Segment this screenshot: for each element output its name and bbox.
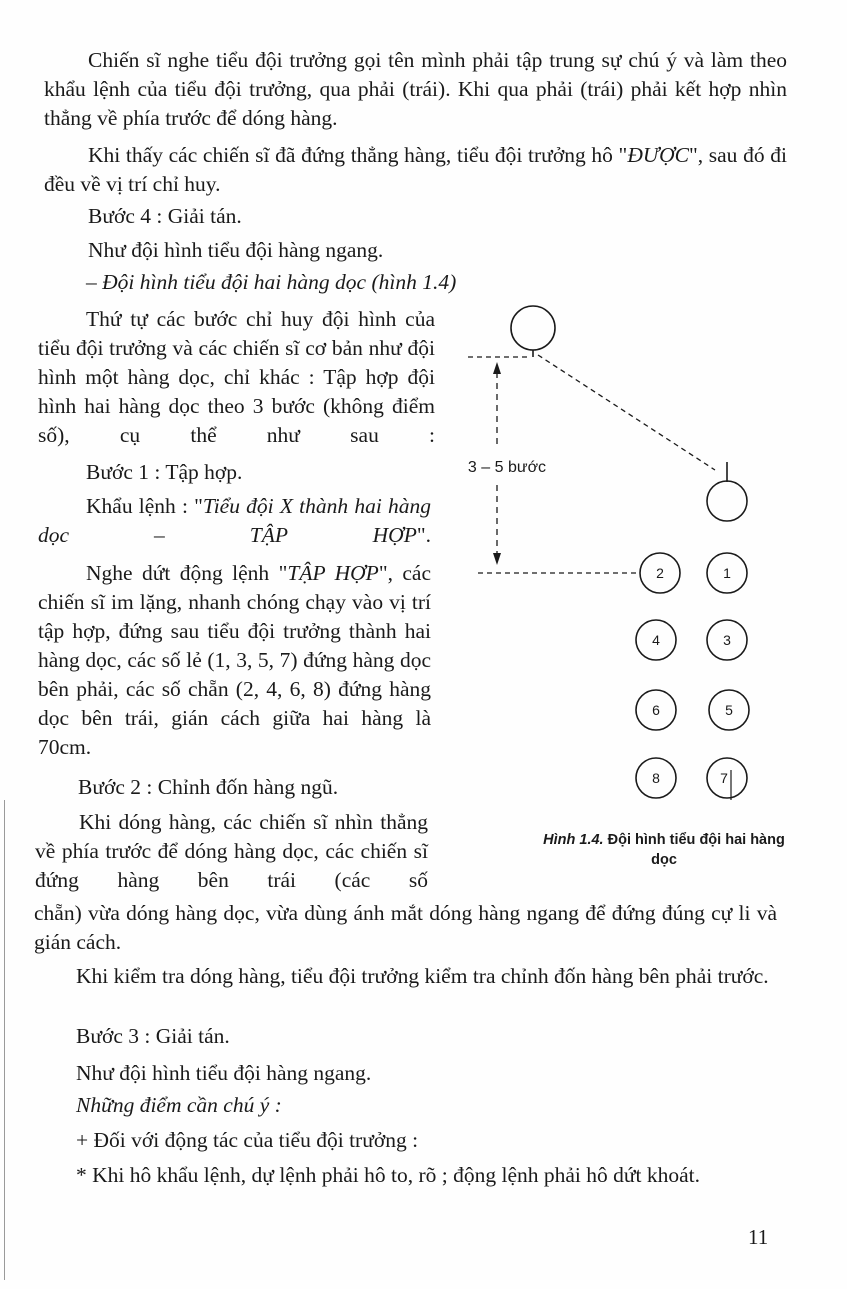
command-tap-hop: TẬP HỢP xyxy=(287,561,379,585)
paragraph-khi-thay: Khi thấy các chiến sĩ đã đứng thẳng hàng, tiểu đội trưởng hô "ĐƯỢC", sau đó đi đều về vị trí chỉ huy. xyxy=(44,143,787,196)
soldier-1-number: 1 xyxy=(723,565,731,581)
formation-heading: – Đội hình tiểu đội hai hàng dọc (hình 1.4) xyxy=(86,270,457,294)
distance-label: 3 – 5 bước xyxy=(467,459,547,476)
paragraph-nghe-dut: Nghe dứt động lệnh "TẬP HỢP", các chiến sĩ im lặng, nhanh chóng chạy vào vị trí tập hợp, đứng sau tiểu đội trưởng thành hai hàng dọc, các số lẻ (1, 3, 5, 7) đứng hàng dọc bên phải, các số chẵn (2, 4, 6, 8) đứng hàng dọc bên trái, gián cách giữa hai hàng là 70cm. xyxy=(38,561,431,759)
step-4-heading: Bước 4 : Giải tán. xyxy=(88,204,242,228)
paragraph-thu-tu: Thứ tự các bước chỉ huy đội hình của tiểu đội trưởng và các chiến sĩ cơ bản như đội hình một hàng dọc, chỉ khác : Tập hợp đội hình hai hàng dọc theo 3 bước (không điểm số), cụ thể như sau : xyxy=(38,307,435,447)
paragraph-chien-si-nghe: Chiến sĩ nghe tiểu đội trưởng gọi tên mình phải tập trung sự chú ý và làm theo khẩu lệnh của tiểu đội trưởng, qua phải (trái). Khi qua phải (trái) phải kết hợp nhìn thẳng về phía trước để dóng hàng. xyxy=(44,48,787,130)
page-edge-line xyxy=(4,800,5,1280)
same-as-horizontal-2: Như đội hình tiểu đội hàng ngang. xyxy=(76,1061,372,1085)
step-1-heading: Bước 1 : Tập hợp. xyxy=(86,460,243,484)
caption-text: Đội hình tiểu đội hai hàng dọc xyxy=(607,832,785,868)
paragraph-khi-dong-hang: Khi dóng hàng, các chiến sĩ nhìn thẳng về phía trước để dóng hàng dọc, các chiến sĩ đứng hàng bên trái (các số xyxy=(35,810,428,892)
soldier-3-number: 3 xyxy=(723,632,731,648)
movement-path xyxy=(538,355,715,470)
command-duoc: ĐƯỢC xyxy=(627,143,689,167)
soldier-5-number: 5 xyxy=(725,702,733,718)
soldier-7-number: 7 xyxy=(720,770,728,786)
leader-actions: + Đối với động tác của tiểu đội trưởng : xyxy=(76,1128,419,1152)
arrow-head-down xyxy=(493,553,501,565)
arrow-head-up xyxy=(493,362,501,374)
figure-caption xyxy=(530,830,798,870)
same-as-horizontal-1: Như đội hình tiểu đội hàng ngang. xyxy=(88,238,384,262)
caption-label: Hình 1.4. xyxy=(543,832,604,848)
formation-diagram xyxy=(455,300,775,880)
squad-leader-circle xyxy=(511,306,555,350)
step-2-heading: Bước 2 : Chỉnh đốn hàng ngũ. xyxy=(78,775,339,799)
command-rule: * Khi hô khẩu lệnh, dự lệnh phải hô to, rõ ; động lệnh phải hô dứt khoát. xyxy=(76,1163,701,1187)
command-text: Tiểu đội X thành hai hàng dọc – TẬP HỢP xyxy=(38,494,431,547)
soldier-8-number: 8 xyxy=(652,770,660,786)
soldier-6-number: 6 xyxy=(652,702,660,718)
soldier-4-number: 4 xyxy=(652,632,660,648)
paragraph-khau-lenh: Khẩu lệnh : "Tiểu đội X thành hai hàng dọc – TẬP HỢP". xyxy=(38,494,431,547)
paragraph-chan-vua-dong: chẵn) vừa dóng hàng dọc, vừa dùng ánh mắt dóng hàng ngang để đứng đúng cự li và gián cách. xyxy=(34,901,777,954)
paragraph-khi-kiem-tra: Khi kiểm tra dóng hàng, tiểu đội trưởng kiểm tra chỉnh đốn hàng bên phải trước. xyxy=(76,964,769,988)
page-number: 11 xyxy=(748,1225,769,1249)
step-3-heading: Bước 3 : Giải tán. xyxy=(76,1024,230,1048)
soldier-2-number: 2 xyxy=(656,565,664,581)
leader-position-circle xyxy=(707,481,747,521)
notes-heading: Những điểm cần chú ý : xyxy=(76,1093,282,1117)
